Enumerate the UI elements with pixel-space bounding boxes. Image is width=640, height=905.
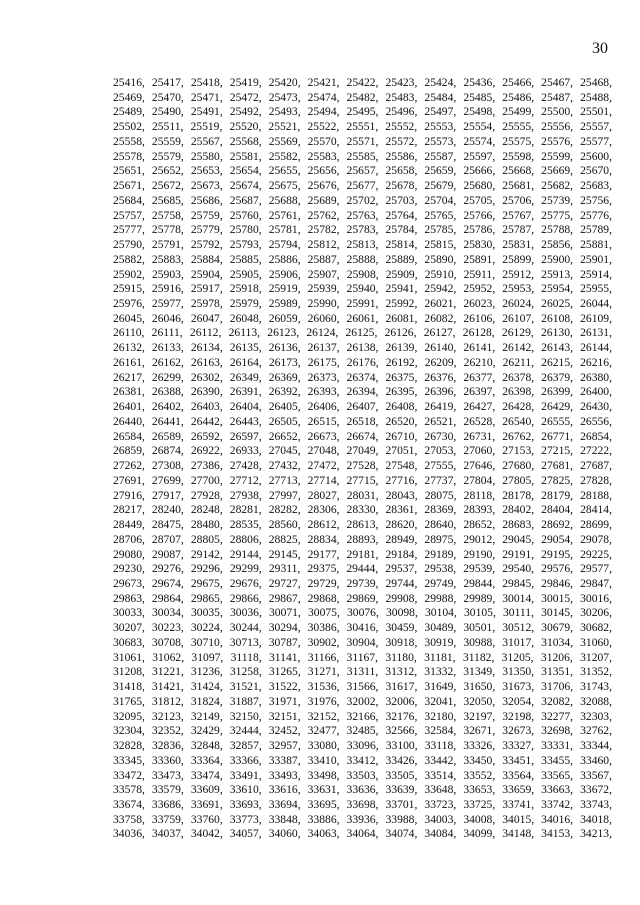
text-line: 30683, 30708, 30710, 30713, 30787, 30902, 30904, 30918, 30919, 30988, 31017, 31034, 31060, bbox=[113, 635, 612, 649]
text-line: 34036, 34037, 34042, 34057, 34060, 34063, 34064, 34074, 34084, 34099, 34148, 34153, 34213, bbox=[113, 827, 612, 841]
text-line: 30033, 30034, 30035, 30036, 30071, 30075, 30076, 30098, 30104, 30105, 30111, 30145, 30206, bbox=[113, 606, 612, 620]
text-line: 25777, 25778, 25779, 25780, 25781, 25782, 25783, 25784, 25785, 25786, 25787, 25788, 25789, bbox=[113, 223, 612, 237]
text-line: 30207, 30223, 30224, 30244, 30294, 30386, 30416, 30459, 30489, 30501, 30512, 30679, 30682, bbox=[113, 621, 612, 635]
text-line: 26132, 26133, 26134, 26135, 26136, 26137, 26138, 26139, 26140, 26141, 26142, 26143, 26144, bbox=[113, 341, 612, 355]
text-line: 29673, 29674, 29675, 29676, 29727, 29729, 29739, 29744, 29749, 29844, 29845, 29846, 29847, bbox=[113, 576, 612, 590]
number-list-body bbox=[113, 76, 612, 842]
text-line: 32828, 32836, 32848, 32857, 32957, 33080, 33096, 33100, 33118, 33326, 33327, 33331, 33344, bbox=[113, 739, 612, 753]
text-line: 27691, 27699, 27700, 27712, 27713, 27714, 27715, 27716, 27737, 27804, 27805, 27825, 27828, bbox=[113, 473, 612, 487]
text-line: 31208, 31221, 31236, 31258, 31265, 31271, 31311, 31312, 31332, 31349, 31350, 31351, 31352, bbox=[113, 665, 612, 679]
text-line: 26440, 26441, 26442, 26443, 26505, 26515, 26518, 26520, 26521, 26528, 26540, 26555, 26556, bbox=[113, 414, 612, 428]
text-line: 33758, 33759, 33760, 33773, 33848, 33886, 33936, 33988, 34003, 34008, 34015, 34016, 34018, bbox=[113, 812, 612, 826]
text-line: 25416, 25417, 25418, 25419, 25420, 25421, 25422, 25423, 25424, 25436, 25466, 25467, 25468, bbox=[113, 76, 612, 89]
text-line: 25502, 25511, 25519, 25520, 25521, 25522, 25551, 25552, 25553, 25554, 25555, 25556, 25557, bbox=[113, 120, 612, 134]
text-line: 26584, 26589, 26592, 26597, 26652, 26673, 26674, 26710, 26730, 26731, 26762, 26771, 26854, bbox=[113, 429, 612, 443]
text-line: 25915, 25916, 25917, 25918, 25919, 25939, 25940, 25941, 25942, 25952, 25953, 25954, 25955, bbox=[113, 282, 612, 296]
text-line: 25684, 25685, 25686, 25687, 25688, 25689, 25702, 25703, 25704, 25705, 25706, 25739, 25756, bbox=[113, 193, 612, 207]
text-line: 26045, 26046, 26047, 26048, 26059, 26060, 26061, 26081, 26082, 26106, 26107, 26108, 26109, bbox=[113, 311, 612, 325]
text-line: 25882, 25883, 25884, 25885, 25886, 25887, 25888, 25889, 25890, 25891, 25899, 25900, 25901, bbox=[113, 252, 612, 266]
text-line: 33345, 33360, 33364, 33366, 33387, 33410, 33412, 33426, 33442, 33450, 33451, 33455, 33460, bbox=[113, 753, 612, 767]
text-line: 26401, 26402, 26403, 26404, 26405, 26406, 26407, 26408, 26419, 26427, 26428, 26429, 26430, bbox=[113, 400, 612, 414]
text-line: 29230, 29276, 29296, 29299, 29311, 29375, 29444, 29537, 29538, 29539, 29540, 29576, 29577, bbox=[113, 562, 612, 576]
text-line: 33472, 33473, 33474, 33491, 33493, 33498, 33503, 33505, 33514, 33552, 33564, 33565, 33567, bbox=[113, 768, 612, 782]
text-line: 25578, 25579, 25580, 25581, 25582, 25583, 25585, 25586, 25587, 25597, 25598, 25599, 25600, bbox=[113, 149, 612, 163]
text-line: 27262, 27308, 27386, 27428, 27432, 27472, 27528, 27548, 27555, 27646, 27680, 27681, 27687, bbox=[113, 459, 612, 473]
text-line: 25757, 25758, 25759, 25760, 25761, 25762, 25763, 25764, 25765, 25766, 25767, 25775, 25776, bbox=[113, 208, 612, 222]
text-line: 26161, 26162, 26163, 26164, 26173, 26175, 26176, 26192, 26209, 26210, 26211, 26215, 26216, bbox=[113, 355, 612, 369]
text-line: 26859, 26874, 26922, 26933, 27045, 27048, 27049, 27051, 27053, 27060, 27153, 27215, 27222, bbox=[113, 444, 612, 458]
text-line: 26110, 26111, 26112, 26113, 26123, 26124, 26125, 26126, 26127, 26128, 26129, 26130, 26131, bbox=[113, 326, 612, 340]
text-line: 25651, 25652, 25653, 25654, 25655, 25656, 25657, 25658, 25659, 25666, 25668, 25669, 25670, bbox=[113, 164, 612, 178]
text-line: 32095, 32123, 32149, 32150, 32151, 32152, 32166, 32176, 32180, 32197, 32198, 32277, 32303, bbox=[113, 709, 612, 723]
text-line: 25469, 25470, 25471, 25472, 25473, 25474, 25482, 25483, 25484, 25485, 25486, 25487, 25488, bbox=[113, 90, 612, 104]
text-line: 25902, 25903, 25904, 25905, 25906, 25907, 25908, 25909, 25910, 25911, 25912, 25913, 25914, bbox=[113, 267, 612, 281]
text-line: 26217, 26299, 26302, 26349, 26369, 26373, 26374, 26375, 26376, 26377, 26378, 26379, 26380, bbox=[113, 370, 612, 384]
text-line: 27916, 27917, 27928, 27938, 27997, 28027, 28031, 28043, 28075, 28118, 28178, 28179, 28188, bbox=[113, 488, 612, 502]
text-line: 25489, 25490, 25491, 25492, 25493, 25494, 25495, 25496, 25497, 25498, 25499, 25500, 25501, bbox=[113, 105, 612, 119]
page-number: 30 bbox=[592, 40, 608, 57]
text-line: 25976, 25977, 25978, 25979, 25989, 25990, 25991, 25992, 26021, 26023, 26024, 26025, 26044, bbox=[113, 297, 612, 311]
text-line: 25671, 25672, 25673, 25674, 25675, 25676, 25677, 25678, 25679, 25680, 25681, 25682, 25683, bbox=[113, 179, 612, 193]
text-line: 33674, 33686, 33691, 33693, 33694, 33695, 33698, 33701, 33723, 33725, 33741, 33742, 33743, bbox=[113, 797, 612, 811]
text-line: 31765, 31812, 31824, 31887, 31971, 31976, 32002, 32006, 32041, 32050, 32054, 32082, 32088, bbox=[113, 694, 612, 708]
text-line: 29863, 29864, 29865, 29866, 29867, 29868, 29869, 29908, 29988, 29989, 30014, 30015, 30016, bbox=[113, 591, 612, 605]
text-line: 29080, 29087, 29142, 29144, 29145, 29177, 29181, 29184, 29189, 29190, 29191, 29195, 29225, bbox=[113, 547, 612, 561]
text-line: 26381, 26388, 26390, 26391, 26392, 26393, 26394, 26395, 26396, 26397, 26398, 26399, 26400, bbox=[113, 385, 612, 399]
text-line: 28217, 28240, 28248, 28281, 28282, 28306, 28330, 28361, 28369, 28393, 28402, 28404, 28414, bbox=[113, 503, 612, 517]
text-line: 31418, 31421, 31424, 31521, 31522, 31536, 31566, 31617, 31649, 31650, 31673, 31706, 31743, bbox=[113, 680, 612, 694]
text-line: 28449, 28475, 28480, 28535, 28560, 28612, 28613, 28620, 28640, 28652, 28683, 28692, 28699, bbox=[113, 518, 612, 532]
text-line: 33578, 33579, 33609, 33610, 33616, 33631, 33636, 33639, 33648, 33653, 33659, 33663, 33672, bbox=[113, 783, 612, 797]
text-line: 25558, 25559, 25567, 25568, 25569, 25570, 25571, 25572, 25573, 25574, 25575, 25576, 25577, bbox=[113, 134, 612, 148]
text-line: 31061, 31062, 31097, 31118, 31141, 31166, 31167, 31180, 31181, 31182, 31205, 31206, 31207, bbox=[113, 650, 612, 664]
text-line: 25790, 25791, 25792, 25793, 25794, 25812, 25813, 25814, 25815, 25830, 25831, 25856, 25881, bbox=[113, 238, 612, 252]
text-line: 32304, 32352, 32429, 32444, 32452, 32477, 32485, 32566, 32584, 32671, 32673, 32698, 32762, bbox=[113, 724, 612, 738]
text-line: 28706, 28707, 28805, 28806, 28825, 28834, 28893, 28949, 28975, 29012, 29045, 29054, 29078, bbox=[113, 532, 612, 546]
